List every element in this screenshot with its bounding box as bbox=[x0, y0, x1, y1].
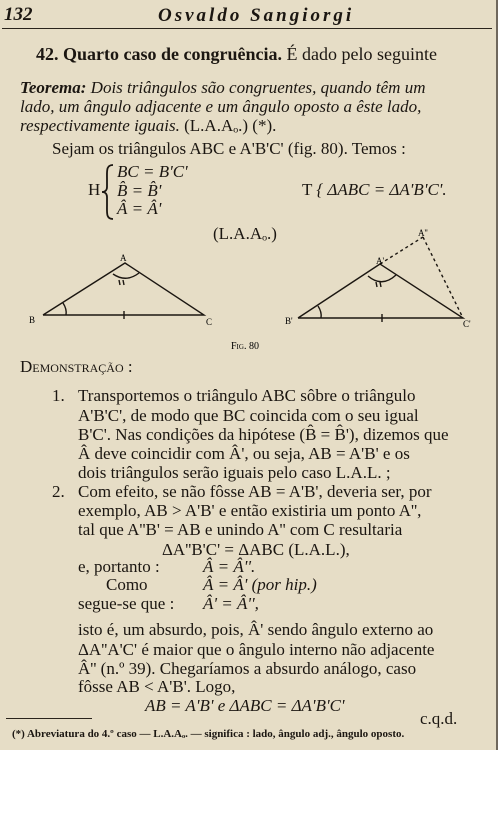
footnote: (*) Abreviatura do 4.º caso — L.A.Aₒ. — significa : lado, ângulo adj., ângulo oposto. bbox=[12, 728, 405, 740]
angle-arc-B1 bbox=[318, 306, 321, 318]
row-label: Como bbox=[106, 575, 148, 594]
theorem-tag: (L.A.Aₒ.) (*). bbox=[184, 116, 277, 135]
hypothesis-item-3: Â = Â' bbox=[117, 199, 162, 218]
item-2-tail-line: isto é, um absurdo, pois, Â' sendo ângulo externo ao bbox=[78, 620, 434, 639]
theorem-label: Teorema: bbox=[20, 78, 87, 97]
demonstration-heading: Demonstração : bbox=[20, 357, 133, 376]
section-number: 42. bbox=[36, 44, 59, 64]
hypothesis-item-2: B̂ = B̂' bbox=[117, 181, 162, 200]
label-C: C bbox=[206, 317, 213, 327]
row-label: segue-se que : bbox=[78, 594, 175, 613]
setup-sentence: Sejam os triângulos ABC e A'B'C' (fig. 80). Temos : bbox=[52, 139, 406, 158]
section-intro: É dado pelo seguinte bbox=[286, 44, 437, 64]
figure-caption: Fig. 80 bbox=[231, 341, 259, 352]
label-C1: C' bbox=[463, 319, 471, 329]
label-A: A bbox=[120, 253, 127, 263]
item-2-tail-line: fôsse AB < A'B'. Logo, bbox=[78, 677, 236, 696]
left-brace bbox=[100, 163, 116, 221]
item-2-tail-line: Â'' (n.º 39). Chegaríamos a absurdo análogo, caso bbox=[78, 659, 417, 678]
row-label: e, portanto : bbox=[78, 557, 160, 576]
angle-arc-A1 bbox=[368, 275, 396, 282]
left-triangle bbox=[43, 263, 204, 319]
item-2-line: Com efeito, se não fôsse AB = A'B', deveria ser, por bbox=[78, 482, 432, 501]
label-B: B bbox=[29, 315, 36, 325]
label-B1: B' bbox=[285, 316, 293, 326]
case-label: (L.A.Aₒ.) bbox=[213, 224, 277, 243]
qed: c.q.d. bbox=[420, 709, 458, 728]
page-number: 132 bbox=[4, 4, 33, 25]
item-2-number: 2. bbox=[52, 482, 65, 501]
segment-A2C bbox=[423, 237, 463, 318]
extension-segment bbox=[380, 237, 423, 264]
row-expr: Â = Â' (por hip.) bbox=[203, 575, 317, 594]
item-2-line: exemplo, AB > A'B' e então existiria um ponto A'', bbox=[78, 501, 422, 520]
angle-arc-A bbox=[113, 273, 139, 278]
row-expr: Â = Â''. bbox=[203, 557, 256, 576]
row-expr: Â' = Â'', bbox=[203, 594, 259, 613]
hypothesis-label: H bbox=[88, 180, 101, 199]
equation-congruence: ΔA''B'C' = ΔABC (L.A.L.), bbox=[162, 540, 350, 559]
item-1-line: dois triângulos serão iguais pelo caso L.A.L. ; bbox=[78, 463, 391, 482]
item-1-number: 1. bbox=[52, 386, 65, 405]
item-1-line: Â deve coincidir com Â', ou seja, AB = A'B' e os bbox=[78, 444, 410, 463]
theorem-line-2: lado, um ângulo adjacente e um ângulo oposto a êste lado, bbox=[20, 97, 422, 116]
item-2-line: tal que A''B' = AB e unindo A'' com C resultaria bbox=[78, 520, 403, 539]
item-1-line: Transportemos o triângulo ABC sôbre o triângulo bbox=[78, 386, 416, 405]
section-title: Quarto caso de congruência. bbox=[63, 44, 282, 64]
hypothesis-item-1: BC = B'C' bbox=[117, 162, 188, 181]
header-rule bbox=[2, 28, 492, 29]
theorem-line-3: respectivamente iguais. (L.A.Aₒ.) (*). bbox=[20, 116, 277, 135]
item-1-line: B'C'. Nas condições da hipótese (B̂ = B̂'), dizemos que bbox=[78, 425, 449, 444]
item-1-line: A'B'C', de modo que BC coincida com o seu igual bbox=[78, 406, 419, 425]
angle-arc-B bbox=[63, 303, 66, 315]
label-A1: A' bbox=[376, 256, 385, 266]
theorem-line-1: Teorema: Dois triângulos são congruentes, quando têm um bbox=[20, 78, 426, 97]
item-2-tail-line: ΔA''A'C' é maior que o ângulo interno não adjacente bbox=[78, 640, 435, 659]
footnote-rule bbox=[6, 718, 92, 719]
thesis: T { ΔABC = ΔA'B'C'. bbox=[302, 180, 447, 199]
section-heading bbox=[36, 44, 437, 65]
running-header-author: Osvaldo Sangiorgi bbox=[158, 5, 355, 26]
conclusion: AB = A'B' e ΔABC = ΔA'B'C' bbox=[145, 696, 345, 715]
label-A2: A'' bbox=[418, 228, 428, 238]
right-triangle bbox=[298, 237, 463, 322]
